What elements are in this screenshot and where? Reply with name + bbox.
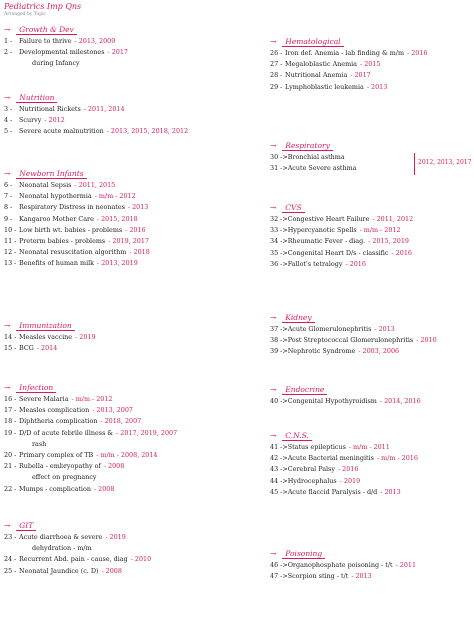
item-years: - 2014 [36,344,58,353]
section-immunization [4,320,266,354]
arrow-icon: → [4,521,11,530]
item-number: 3 - [4,105,13,113]
section-heading-text: Infection [16,383,56,393]
item-number: 12 - [4,248,17,257]
item-number: 34 -> [270,237,288,246]
item-number: 37 -> [270,325,288,333]
list-item [270,70,472,81]
item-years: - m/m - 2012 [94,192,136,201]
section-heading [4,320,266,332]
section-heading [270,384,472,396]
item-number: 24 - [4,555,17,564]
item-text: Nutritional Anemia [285,71,348,80]
list-item [4,225,266,236]
item-text: Severe acute malnutrition [19,127,104,136]
item-text: Congenital Heart D/s - classific [287,248,389,257]
item-number: 18 - [4,417,17,426]
item-years: - m/m - 2012 [71,395,113,403]
list-item [4,543,266,554]
item-years: - 2013 [351,572,372,581]
list-item [4,236,266,247]
item-number: 9 - [4,214,13,223]
list-item [270,225,472,236]
section-heading [270,312,472,324]
item-text: Acute Severe asthma [287,164,357,173]
page-subtitle: Arranged by Topic [4,12,47,17]
section-heading-text: Immunization [16,321,74,331]
list-item [4,428,266,439]
item-years: - 2013 [374,325,395,333]
item-text: Developmental milestones [19,48,105,57]
list-item [270,476,472,487]
list-item [270,464,472,475]
item-years: - 2016 [391,248,412,257]
item-text: Mumps - complication [19,484,91,493]
item-text: Scurvy [19,116,42,125]
list-item [4,202,266,213]
item-text: during Infancy [32,59,80,68]
section-kidney [270,312,472,358]
list-item [270,487,472,498]
item-text: Neonatal Sepsis [19,181,72,189]
item-number: 31 -> [270,164,288,173]
item-number: 16 - [4,395,17,403]
list-item [4,247,266,258]
arrow-icon: → [4,169,11,178]
item-years: - 2003, 2006 [358,347,400,356]
section-heading [4,24,266,36]
item-text: Scorpion sting - t/t [287,572,349,581]
list-item [4,36,266,47]
item-text: Rubella - embryopathy of [19,462,101,471]
item-number: 27 - [270,60,283,69]
item-years: - 2019, 2017 [108,236,149,245]
item-years: - m/m - 2016 [376,454,418,463]
item-years: - 2018 [129,248,150,257]
item-number: 14 - [4,333,17,341]
item-text: Kangaroo Mother Care [19,214,94,223]
list-item [270,59,472,70]
item-years: - 2016 [345,259,366,268]
item-years: - 2015 [360,60,381,69]
section-heading-text: GIT [16,521,36,531]
item-number: 45 -> [270,487,288,496]
section-git [4,520,266,577]
item-years: - 2012 [44,116,65,125]
section-heading [270,36,472,48]
item-text: Nephrotic Syndrome [287,347,356,356]
arrow-icon: → [270,203,277,212]
item-years: - 2013, 2015, 2018, 2012 [106,127,189,136]
item-text: Rheumatic Fever - diag. [287,237,366,246]
section-heading [4,92,266,104]
item-years: - 2011, 2014 [83,105,125,113]
item-text: Acute Glomerulonephritis [287,325,372,333]
item-years: - 2013 [380,487,401,496]
list-item [4,258,266,269]
item-years: - 2008 [103,462,125,471]
item-number: 5 - [4,127,13,136]
list-item [270,48,472,59]
section-hematological [270,36,472,93]
list-item [270,259,472,270]
arrow-icon: → [4,321,11,330]
item-years: - 2015, 2019 [368,237,409,246]
item-years: - 2016 [407,49,428,57]
item-years: - 2013, 2007 [92,406,133,415]
section-heading-text: Nutrition [16,93,57,103]
item-text: Low birth wt. babies - problems [19,225,123,234]
item-text: Congenital Hypothyroidism [287,397,377,405]
brace-years-note: 2012, 2013, 2017 [418,159,472,166]
item-text: Acute Bacterial meningitis [287,454,374,463]
item-number: 33 -> [270,226,288,235]
item-text: Failure to thrive [19,37,72,45]
item-number: 23 - [4,533,17,541]
item-text: Neonatal Jaundice (c. D) [19,566,99,575]
section-poisoning [270,548,472,582]
list-item [4,566,266,577]
item-number: 11 - [4,236,17,245]
item-years: - 2011, 2012 [372,215,414,223]
list-item [4,532,266,543]
section-nutrition [4,92,266,138]
item-text: Primary complex of TB [19,450,94,459]
item-years: - 2013 [127,203,149,212]
item-number: 1 - [4,37,13,45]
item-text: Iron def. Anemia - lab finding & m/m [285,49,405,57]
list-item [4,439,266,450]
list-item [4,191,266,202]
list-item [4,343,266,354]
item-text: Severe Malaria [19,395,69,403]
item-text: Hypercyanotic Spells [287,226,357,235]
item-years: - 2019 [105,533,126,541]
item-number: 39 -> [270,347,288,356]
section-heading-text: Endocrine [282,385,327,395]
list-item [4,484,266,495]
item-text: Acute diarrhoea & severe [19,533,103,541]
arrow-icon: → [4,93,11,102]
item-number: 8 - [4,203,13,212]
item-number: 44 -> [270,476,288,485]
item-text: Post Streptococcal Glomerulonephritis [287,336,414,345]
item-text: Measles vaccine [19,333,73,341]
item-number: 4 - [4,116,13,125]
item-years: - 2017 [350,71,371,80]
page-header [4,2,144,17]
item-text: Bronchial asthma [287,153,345,161]
item-years: - m/m - 2012 [359,226,401,235]
item-text: Status epilepticus [287,443,346,451]
item-number: 6 - [4,181,13,189]
section-heading [270,140,472,152]
item-text: Lymphoblastic leukemia [285,82,364,91]
item-years: - 2014, 2016 [379,397,421,405]
arrow-icon: → [270,313,277,322]
list-item [270,236,472,247]
list-item [4,450,266,461]
item-text: Acute flaccid Paralysis - d/d [287,487,378,496]
item-years: - 2013, 2019 [97,259,138,268]
item-number: 10 - [4,225,17,234]
item-years: - 2019 [339,476,361,485]
section-heading [270,548,472,560]
item-text: Hydrocephalus [287,476,337,485]
section-heading [270,430,472,442]
item-text: BCG [19,344,34,353]
section-heading-text: Newborn Infants [16,169,86,179]
list-item [270,335,472,346]
list-item [270,396,472,407]
item-number: 40 -> [270,397,288,405]
item-number: 2 - [4,48,13,57]
item-number: 29 - [270,82,283,91]
item-text: Congestive Heart Failure [287,215,370,223]
list-item [270,82,472,93]
item-years: - 2016 [125,225,146,234]
section-heading [270,202,472,214]
section-newborn-infants [4,168,266,270]
section-heading-text: Respiratory [282,141,333,151]
item-number: 19 - [4,428,17,437]
section-endocrine [270,384,472,407]
list-item [270,346,472,357]
item-years: - 2008 [101,566,122,575]
list-item [4,472,266,483]
list-item [270,571,472,582]
section-cvs [270,202,472,270]
section-heading [4,382,266,394]
brace-mark [410,153,415,175]
arrow-icon: → [270,141,277,150]
item-number: 46 -> [270,561,288,569]
item-text: Fallot's tetralogy [287,259,343,268]
item-number: 28 - [270,71,283,80]
list-item [4,115,266,126]
list-item [270,214,472,225]
item-text: Measles complication [19,406,90,415]
arrow-icon: → [270,431,277,440]
item-text: Megaloblastic Anemia [285,60,357,69]
arrow-icon: → [4,25,11,34]
item-years: - m/m - 2011 [348,443,390,451]
item-text: Neonatal hypothermia [19,192,92,201]
item-number: 42 -> [270,454,288,463]
item-years: - 2013, 2009 [74,37,116,45]
item-number: 36 -> [270,259,288,268]
item-text: Preterm babies - problems [19,236,106,245]
item-text: Neonatal resuscitation algorithm [19,248,127,257]
list-item [4,180,266,191]
item-text: Nutritional Rickets [19,105,81,113]
item-number: 7 - [4,192,13,201]
list-item [270,560,472,571]
item-years: - 2018, 2007 [100,417,142,426]
arrow-icon: → [270,385,277,394]
item-number: 22 - [4,484,17,493]
item-number: 21 - [4,462,17,471]
item-text: Organophosphate poisoning - t/t [287,561,393,569]
section-c-n-s [270,430,472,498]
list-item [4,554,266,565]
list-item [4,47,266,58]
item-years: - 2013 [366,82,388,91]
item-number: 15 - [4,344,17,353]
list-item [4,416,266,427]
list-item [270,324,472,335]
item-number: 38 -> [270,336,288,345]
item-number: 20 - [4,450,17,459]
section-heading-text: Poisoning [282,549,325,559]
list-item [270,442,472,453]
item-number: 43 -> [270,465,288,474]
item-number: 47 -> [270,572,288,581]
item-years: - 2016 [337,465,359,474]
item-years: - 2017, 2019, 2007 [116,428,178,437]
item-text: D/D of acute febrile illness & [19,428,114,437]
section-respiratory [270,140,472,174]
item-text: Recurrent Abd. pain - cause, diag [19,555,128,564]
section-heading [4,520,266,532]
item-number: 25 - [4,566,17,575]
page-title: Pediatrics Imp Qns [4,2,82,11]
list-item [4,126,266,137]
item-years: - 2010 [130,555,152,564]
item-text: Diphtheria complication [19,417,98,426]
section-infection [4,382,266,495]
item-number: 35 -> [270,248,288,257]
item-text: effect on pregnancy [32,473,97,482]
list-item [4,461,266,472]
section-heading-text: CVS [282,203,304,213]
item-years: - 2017 [107,48,128,57]
section-heading-text: Kidney [282,313,314,323]
item-number: 41 -> [270,443,288,451]
item-number: 17 - [4,406,17,415]
arrow-icon: → [4,383,11,392]
item-number: 32 -> [270,215,288,223]
list-item [270,453,472,464]
item-years: - 2019 [75,333,96,341]
section-heading-text: Growth & Dev [16,25,77,35]
list-item [4,58,266,69]
list-item [4,394,266,405]
list-item [4,214,266,225]
list-item [4,332,266,343]
item-text: Benefits of human milk [19,259,95,268]
item-years: - m/m - 2008, 2014 [96,450,158,459]
section-growth-dev [4,24,266,70]
item-years: - 2015, 2018 [96,214,138,223]
section-heading-text: Hematological [282,37,343,47]
arrow-icon: → [270,549,277,558]
list-item [4,405,266,416]
arrow-icon: → [270,37,277,46]
item-years: - 2010 [416,336,437,345]
item-text: dehydration - m/m [32,544,92,553]
section-heading [4,168,266,180]
item-text: Respiratory Distress in neonates [19,203,125,212]
item-years: - 2011 [395,561,417,569]
list-item [270,248,472,259]
item-text: rash [32,439,47,448]
item-text: Cerebral Palsy [287,465,335,474]
item-number: 30 -> [270,153,288,161]
item-number: 26 - [270,49,283,57]
item-years: - 2008 [93,484,115,493]
list-item [4,104,266,115]
section-heading-text: C.N.S. [282,431,312,441]
item-years: - 2011, 2015 [74,181,116,189]
item-number: 13 - [4,259,17,268]
